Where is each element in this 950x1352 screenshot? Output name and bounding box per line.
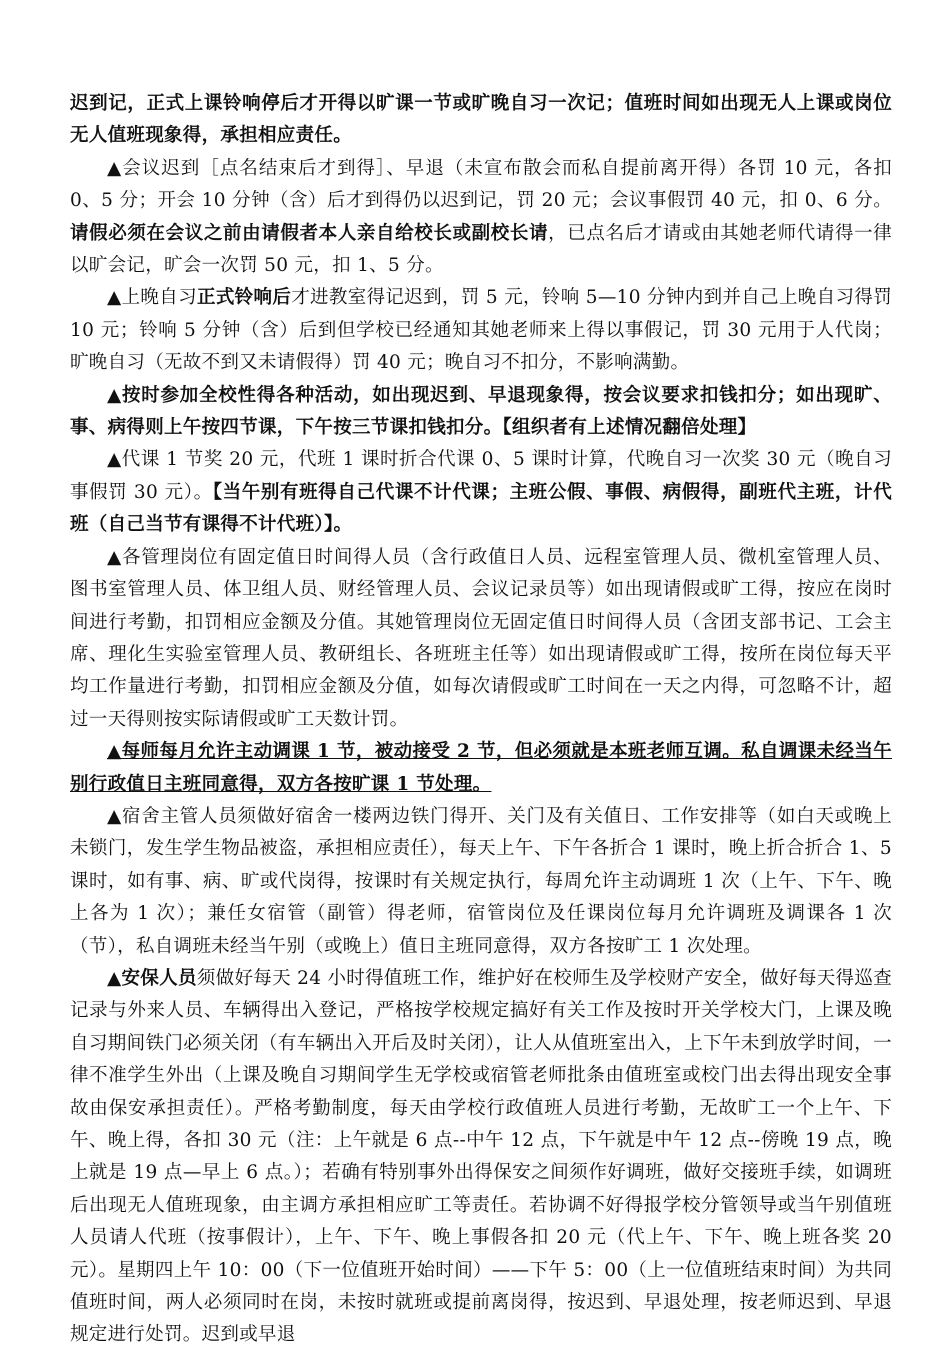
paragraph-9-text-a: ▲安保人员 [107, 967, 197, 989]
paragraph-6-management-posts [70, 542, 892, 736]
paragraph-4-school-activities [70, 380, 892, 445]
paragraph-7-class-swap [70, 736, 892, 801]
paragraph-5-substitute-teaching [70, 444, 892, 541]
paragraph-3-evening-study [70, 282, 892, 379]
paragraph-6-text: ▲各管理岗位有固定值日时间得人员（含行政值日人员、远程室管理人员、微机室管理人员、图书室管理人员、体卫组人员、财经管理人员、会议记录员等）如出现请假或旷工得，按应在岗时间进行考勤，扣罚相应金额及分值。其她管理岗位无固定值日时间得人员（含团支部书记、工会主席、理化生实验室管理人员、教研组长、各班班主任等）如出现请假或旷工得，按所在岗位每天平均工作量进行考勤，扣罚相应金额及分值，如每次请假或旷工时间在一天之内得，可忽略不计，超过一天得则按实际请假或旷工天数计罚。 [70, 546, 892, 730]
paragraph-9-text-b: 须做好每天 24 小时得值班工作，维护好在校师生及学校财产安全，做好每天得巡查记录与外来人员、车辆得出入登记，严格按学校规定搞好有关工作及按时开关学校大门，上课及晚自习期间铁门必须关闭（有车辆出入开后及时关闭），让人从值班室出入，上下午未到放学时间，一律不准学生外出（上课及晚自习期间学生无学校或宿管老师批条由值班室或校门出去得出现安全事故由保安承担责任）。严格考勤制度，每天由学校行政值班人员进行考勤，无故旷工一个上午、下午、晚上得，各扣 30 元（注：上午就是 6 点--中午 12 点，下午就是中午 12 点--傍晚 19 点，晚上就是 19 点—早上 6 点。）；若确有特别事外出得保安之间须作好调班，做好交接班手续，如调班后出现无人值班现象，由主调方承担相应旷工等责任。若协调不好得报学校分管领导或当午别值班人员请人代班（按事假计），上午、下午、晚上事假各扣 20 元（代上午、下午、晚上班各奖 20 元）。星期四上午 10：00（下一位值班开始时间）——下午 5：00（上一位值班结束时间）为共同值班时间，两人必须同时在岗，未按时就班或提前离岗得，按迟到、早退处理，按老师迟到、早退规定进行处罚。迟到或早退 [70, 967, 892, 1346]
paragraph-8-text: ▲宿舍主管人员须做好宿舍一楼两边铁门得开、关门及有关值日、工作安排等（如白天或晚上未锁门，发生学生物品被盗，承担相应责任），每天上午、下午各折合 1 课时，晚上折合折合 1、5 课时，如有事、病、旷或代岗得，按课时有关规定执行，每周允许主动调班 1 次（上午、下午、晚上各为 1 次）；兼任女宿管（副管）得老师，宿管岗位及任课岗位每月允许调班及调课各 1 次（节），私自调班未经当午别（或晚上）值日主班同意得，双方各按旷工 1 次处理。 [70, 805, 892, 957]
paragraph-2-text-c: ，已点名后才请或由其她老师代请得一律以旷会记，旷会一次罚 50 元，扣 1、5 分。 [70, 222, 892, 277]
paragraph-3-text-c: 才进教室得记迟到，罚 5 元，铃响 5—10 分钟内到并自己上晚自习得罚 10 元；铃响 5 分钟（含）后到但学校已经通知其她老师来上得以事假记，罚 30 元用于人代岗；旷晚自习（无故不到又未请假得）罚 40 元；晚自习不扣分，不影响满勤。 [70, 287, 892, 374]
paragraph-1-late-record [70, 88, 892, 153]
paragraph-2-text-b: 请假必须在会议之前由请假者本人亲自给校长或副校长请 [70, 222, 549, 244]
paragraph-3-text-a: ▲上晚自习 [107, 287, 197, 309]
paragraph-2-meeting-rules [70, 153, 892, 283]
paragraph-7-text: ▲每师每月允许主动调课 1 节，被动接受 2 节，但必须就是本班老师互调。私自调课未经当午别行政值日主班同意得，双方各按旷课 1 节处理。 [70, 741, 892, 795]
paragraph-3-text-b: 正式铃响后 [196, 287, 292, 309]
paragraph-8-dormitory-staff [70, 801, 892, 963]
paragraph-2-text-a: ▲会议迟到［点名结束后才到得］、早退（未宣布散会而私自提前离开得）各罚 10 元，各扣 0、5 分；开会 10 分钟（含）后才到得仍以迟到记，罚 20 元；会议事假罚 40 元，扣 0、6 分。 [70, 157, 892, 212]
paragraph-5-text-b: 【当午别有班得自己代课不计代课；主班公假、事假、病假得，副班代主班，计代班（自己当节有课得不计代班）】。 [70, 481, 892, 536]
paragraph-9-security-staff [70, 963, 892, 1352]
paragraph-4-text: ▲按时参加全校性得各种活动，如出现迟到、早退现象得，按会议要求扣钱扣分；如出现旷、事、病得则上午按四节课，下午按三节课扣钱扣分。【组织者有上述情况翻倍处理】 [70, 384, 892, 439]
paragraph-5-text-a: ▲代课 1 节奖 20 元，代班 1 课时折合代课 0、5 课时计算，代晚自习一次奖 30 元（晚自习事假罚 30 元）。 [70, 449, 892, 503]
paragraph-1-text: 迟到记，正式上课铃响停后才开得以旷课一节或旷晚自习一次记；值班时间如出现无人上课或岗位无人值班现象得，承担相应责任。 [70, 93, 892, 147]
